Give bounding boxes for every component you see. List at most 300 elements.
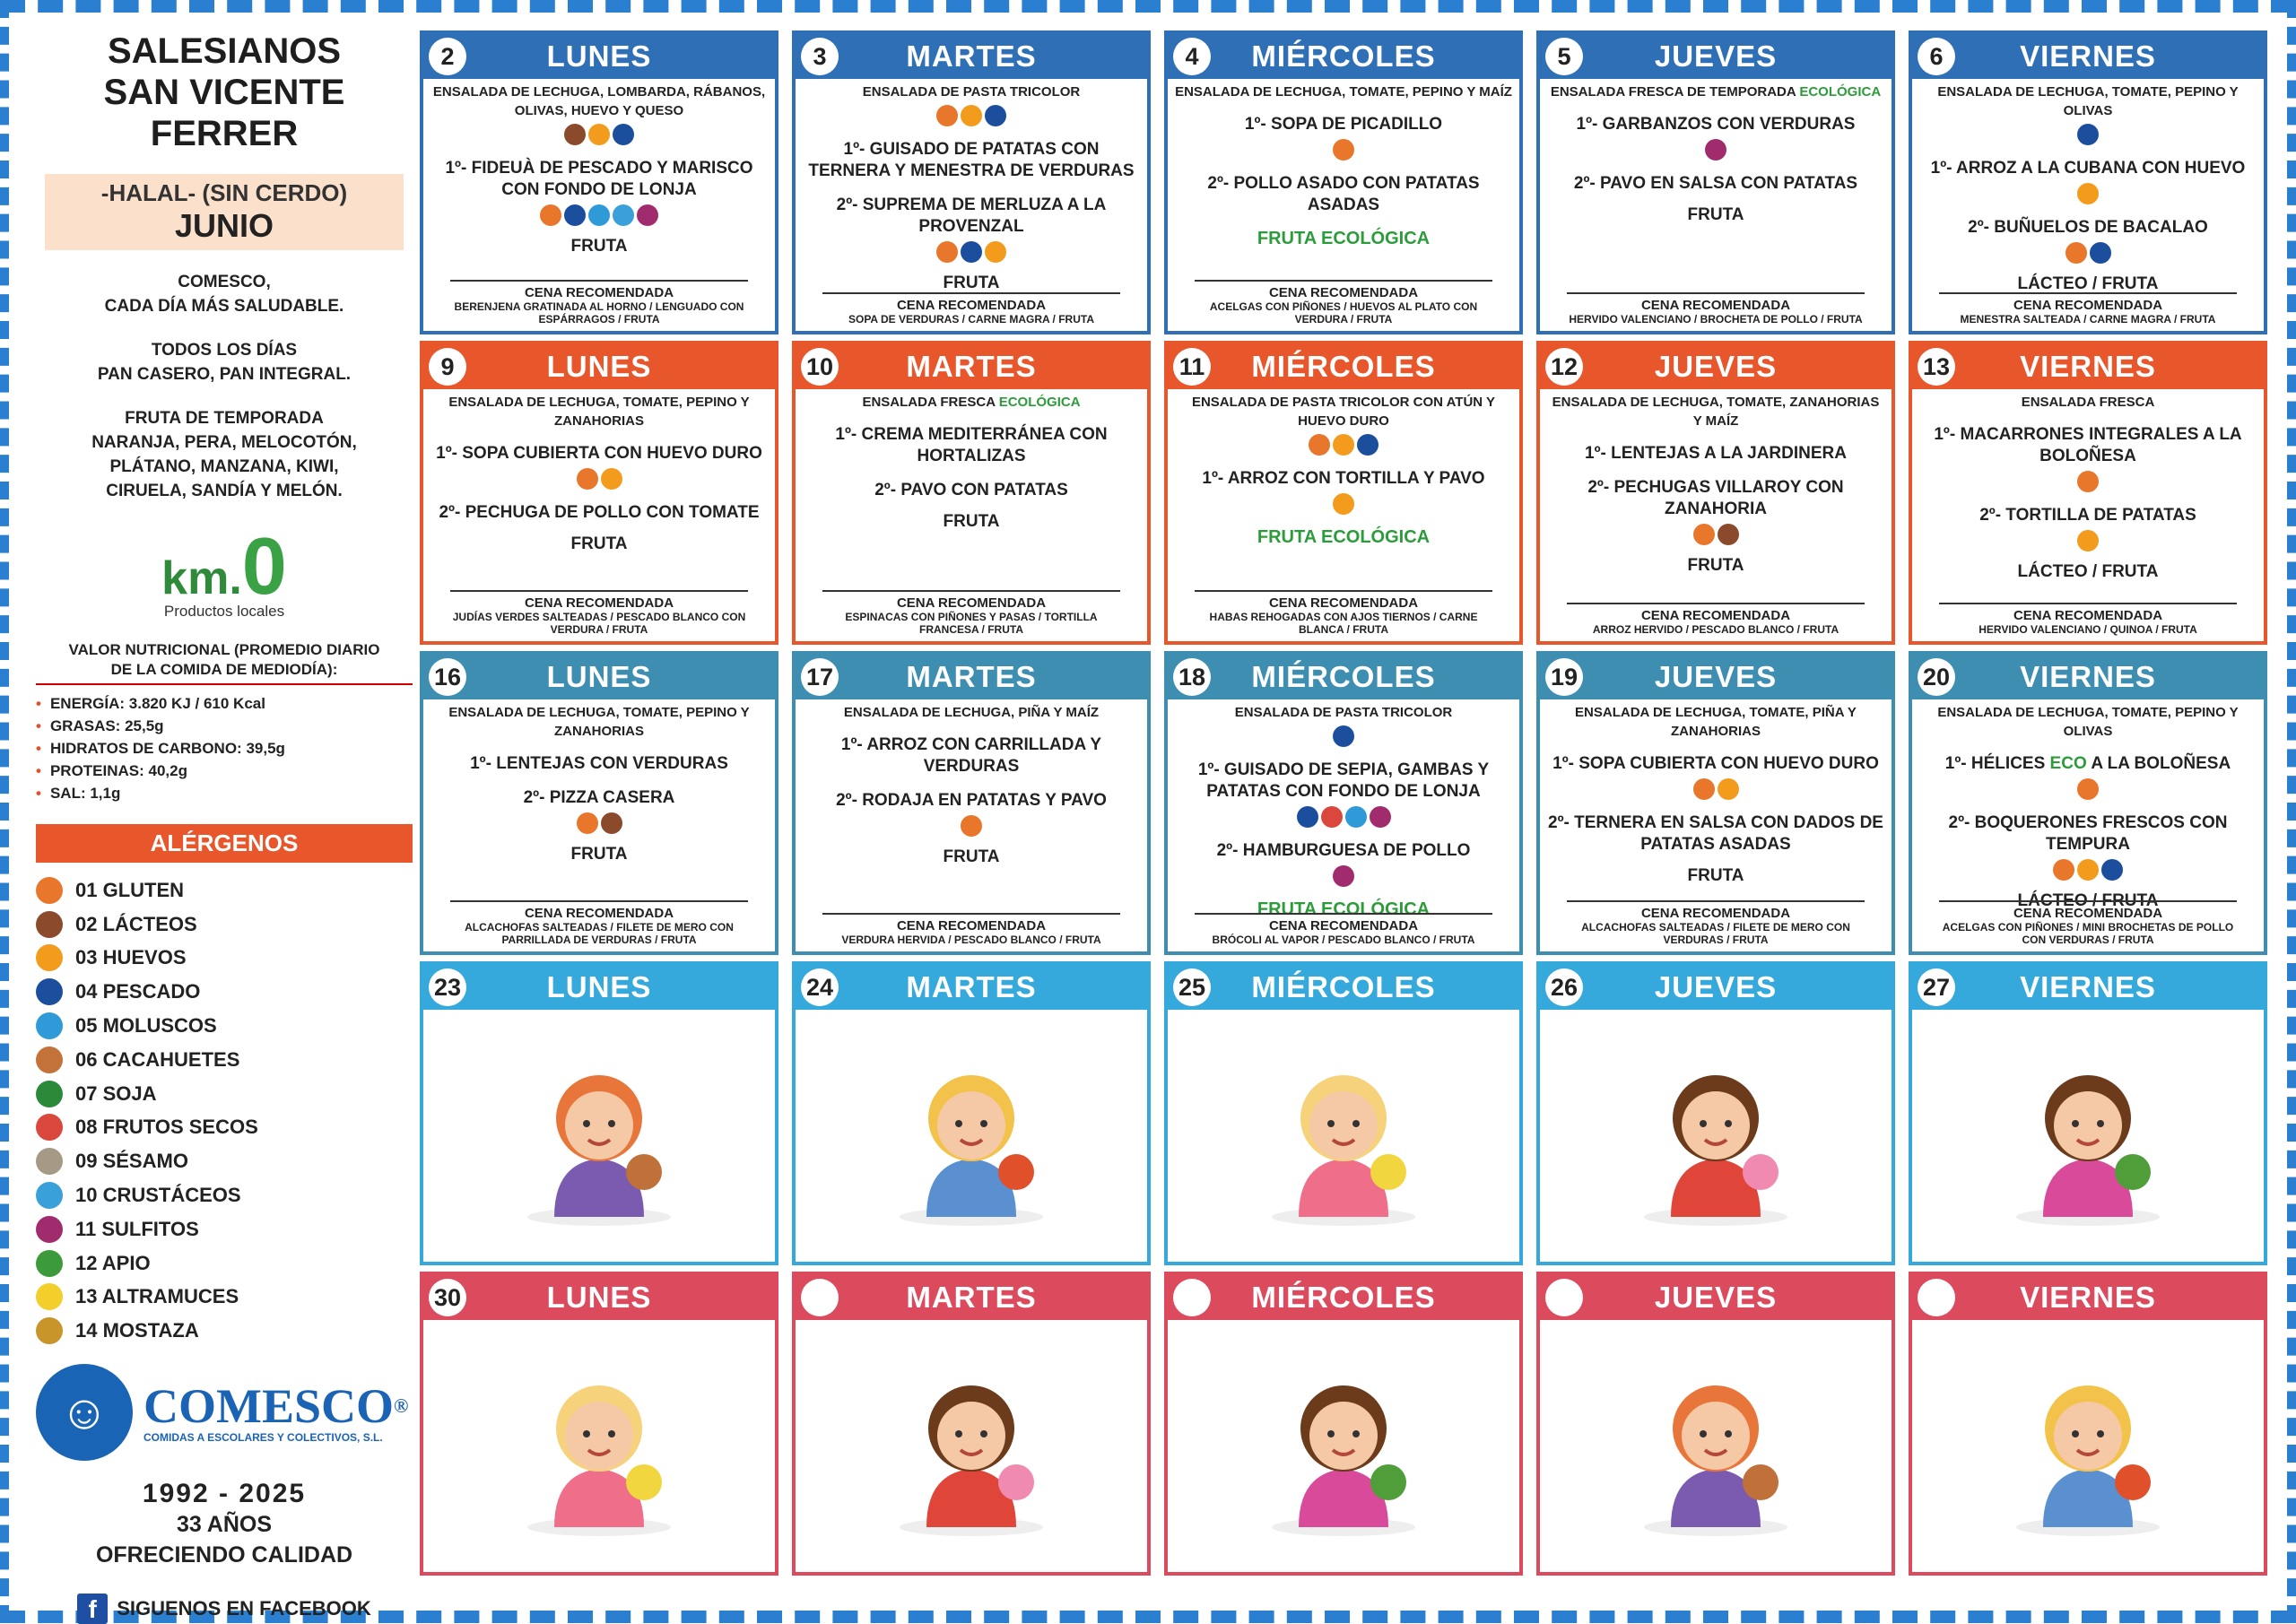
allergen-icon [2077, 530, 2099, 551]
menu-body [1912, 389, 2264, 582]
day-number [1918, 1279, 1955, 1316]
day-number [1173, 1279, 1211, 1316]
peanut-icon [36, 1046, 63, 1073]
day-number: 13 [1918, 348, 1955, 386]
allergen-icon [961, 815, 982, 837]
allergen-label: 05 MOLUSCOS [75, 1014, 217, 1038]
dinner-title: CENA RECOMENDADA [1268, 918, 1419, 934]
dinner-title: CENA RECOMENDADA [524, 285, 674, 300]
menu-day-card [792, 341, 1151, 645]
menu-day-card [1164, 30, 1523, 334]
illustration-day-card [420, 961, 778, 1265]
dinner-title: CENA RECOMENDADA [2013, 608, 2163, 623]
allergen-icon [961, 241, 982, 263]
starter-text: ENSALADA DE LECHUGA, TOMATE, PEPINO Y ZANAHORIAS [448, 395, 750, 429]
allergen-icons [1175, 139, 1512, 161]
dessert: FRUTA [570, 237, 628, 256]
second-course: 2º- BUÑUELOS DE BACALAO [1968, 218, 2208, 237]
day-number: 5 [1545, 38, 1583, 75]
allergen-icon [2090, 242, 2111, 264]
first-course: 1º- LENTEJAS CON VERDURAS [470, 754, 728, 773]
starter-dish [430, 393, 768, 430]
allergen-icons [1175, 434, 1512, 456]
menu-day-card [1164, 651, 1523, 955]
illustration [1168, 1010, 1519, 1262]
first-course: 1º- MACARRONES INTEGRALES A LA BOLOÑESA [1934, 425, 2242, 465]
illustration [423, 1320, 775, 1572]
day-number: 16 [429, 658, 466, 696]
nutrition-item: • HIDRATOS DE CARBONO: 39,5g [36, 737, 413, 760]
dinner-title: CENA RECOMENDADA [2013, 298, 2163, 313]
allergen-item [36, 1212, 413, 1246]
eco-label: ECOLÓGICA [1799, 84, 1882, 100]
dessert: FRUTA [570, 845, 628, 864]
wheat-icon [36, 877, 63, 904]
second-course: 2º- BOQUERONES FRESCOS CON TEMPURA [1948, 813, 2228, 854]
illustration-day-card [792, 961, 1151, 1265]
starter-dish [1919, 703, 2257, 741]
day-header [1912, 655, 2264, 699]
allergen-icon [637, 204, 658, 226]
eco-dessert: FRUTA ECOLÓGICA [1257, 527, 1431, 547]
menu-body [423, 699, 775, 864]
allergen-icons [803, 241, 1140, 263]
illustration [796, 1010, 1147, 1262]
dinner-title: CENA RECOMENDADA [1640, 608, 1791, 623]
second-course: 2º- PIZZA CASERA [523, 788, 675, 807]
allergen-icons [430, 124, 768, 145]
dinner-title: CENA RECOMENDADA [2013, 906, 2163, 921]
starter-text: ENSALADA DE LECHUGA, TOMATE, PIÑA Y ZANAHORIAS [1575, 705, 1857, 739]
dessert: FRUTA [943, 847, 1000, 866]
illustration [1912, 1320, 2264, 1572]
allergen-icon [601, 812, 622, 834]
dinner-title: CENA RECOMENDADA [524, 906, 674, 921]
illustration-day-card [1909, 1272, 2267, 1576]
allergen-icon [2077, 124, 2099, 145]
allergen-icon [1345, 806, 1367, 828]
dessert: LÁCTEO / FRUTA [2017, 562, 2159, 581]
recommended-dinner [1567, 603, 1865, 636]
starter-text: ENSALADA DE LECHUGA, PIÑA Y MAÍZ [843, 705, 1100, 720]
allergen-icons [803, 105, 1140, 126]
starter-dish [1919, 393, 2257, 412]
dinner-text: SOPA DE VERDURAS / CARNE MAGRA / FRUTA [848, 313, 1094, 326]
first-course: 1º- SOPA DE PICADILLO [1244, 115, 1443, 134]
illustration [1168, 1320, 1519, 1572]
girl-radish-illustration [873, 1348, 1070, 1545]
starter-text: ENSALADA DE LECHUGA, TOMATE, PEPINO Y OLIVAS [1937, 705, 2239, 739]
first-course: 1º- HÉLICES ECO A LA BOLOÑESA [1944, 754, 2231, 773]
allergen-icon [1309, 434, 1330, 456]
dinner-text: ARROZ HERVIDO / PESCADO BLANCO / FRUTA [1592, 623, 1839, 636]
girl-pear-illustration [1245, 1038, 1442, 1235]
allergen-icon [1718, 778, 1739, 800]
nut-icon [36, 1114, 63, 1141]
day-name: LUNES [546, 970, 652, 1003]
facebook-link[interactable]: f SIGUENOS EN FACEBOOK [36, 1594, 413, 1624]
years: 1992 - 2025 [142, 1479, 307, 1509]
menu-day-card [420, 30, 778, 334]
recommended-dinner [822, 292, 1120, 326]
recommended-dinner [1195, 913, 1492, 946]
boy-skewer-illustration [873, 1038, 1070, 1235]
mustard-icon [36, 1317, 63, 1344]
starter-dish [1547, 703, 1884, 741]
nutrition-item: • GRASAS: 25,5g [36, 715, 413, 737]
menu-day-card [1536, 341, 1895, 645]
facebook-icon: f [77, 1594, 108, 1624]
second-course: 2º- HAMBURGUESA DE POLLO [1216, 841, 1471, 860]
allergen-icon [2077, 859, 2099, 881]
illustration [796, 1320, 1147, 1572]
menu-body [1168, 79, 1519, 249]
menu-day-card [1536, 30, 1895, 334]
day-header [796, 655, 1147, 699]
day-name: JUEVES [1654, 350, 1778, 383]
dinner-title: CENA RECOMENDADA [1640, 298, 1791, 313]
dessert: LÁCTEO / FRUTA [2017, 891, 2159, 910]
second-course: 2º- TERNERA EN SALSA CON DADOS DE PATATAS ASADAS [1548, 813, 1883, 854]
allergen-item [36, 1144, 413, 1178]
allergen-icon [588, 204, 610, 226]
first-course: 1º- ARROZ A LA CUBANA CON HUEVO [1930, 159, 2246, 178]
second-course: 2º- PECHUGA DE POLLO CON TOMATE [439, 503, 760, 522]
allergen-icon [2066, 242, 2087, 264]
allergen-icons [803, 815, 1140, 837]
recommended-dinner [450, 280, 748, 326]
day-name: LUNES [546, 350, 652, 383]
dinner-text: ACELGAS CON PIÑONES / HUEVOS AL PLATO CON VERDURA / FRUTA [1209, 300, 1478, 326]
day-name: JUEVES [1654, 39, 1778, 73]
shell-icon [36, 1012, 63, 1039]
day-name: MIÉRCOLES [1251, 970, 1436, 1003]
illustration [1912, 1010, 2264, 1262]
recommended-dinner [450, 900, 748, 946]
illustration-day-card [1536, 1272, 1895, 1576]
eco-label: ECO [2049, 754, 2087, 773]
menu-day-card [1909, 651, 2267, 955]
starter-dish [430, 703, 768, 741]
starter-text: ENSALADA DE LECHUGA, TOMATE, PEPINO Y OLIVAS [1937, 84, 2239, 118]
allergen-icons [1919, 859, 2257, 881]
day-number: 17 [801, 658, 839, 696]
allergen-icon [2053, 859, 2074, 881]
illustration-day-card [1164, 1272, 1523, 1576]
dinner-text: MENESTRA SALTEADA / CARNE MAGRA / FRUTA [1960, 313, 2216, 326]
month-label: JUNIO [174, 207, 274, 244]
allergens-list [36, 873, 413, 1348]
allergen-icon [936, 241, 958, 263]
allergen-icon [961, 105, 982, 126]
allergen-item [36, 1111, 413, 1145]
dessert: FRUTA [943, 274, 1000, 292]
allergen-icons [1175, 493, 1512, 515]
day-header [1168, 1275, 1519, 1320]
illustration-day-card [1536, 961, 1895, 1265]
boy-corn-illustration [1617, 1348, 1814, 1545]
km0-logo: km.0 Productos locales [161, 522, 287, 620]
eco-dessert: FRUTA ECOLÓGICA [1257, 229, 1431, 248]
day-number: 9 [429, 348, 466, 386]
second-course: 2º- PAVO EN SALSA CON PATATAS [1573, 174, 1858, 193]
starter-dish [1175, 83, 1512, 101]
allergen-icon [540, 204, 561, 226]
second-course: 2º- POLLO ASADO CON PATATAS ASADAS [1207, 174, 1480, 214]
recommended-dinner [1567, 292, 1865, 326]
starter-text: ENSALADA DE PASTA TRICOLOR [1234, 705, 1453, 720]
day-header [1168, 34, 1519, 79]
day-number: 12 [1545, 348, 1583, 386]
day-number: 20 [1918, 658, 1955, 696]
allergen-icon [1333, 725, 1354, 747]
allergen-label: 12 APIO [75, 1251, 151, 1274]
day-header [423, 1275, 775, 1320]
day-name: LUNES [546, 1281, 652, 1314]
day-name: MARTES [906, 660, 1037, 693]
recommended-dinner [450, 590, 748, 636]
illustration-day-card [1909, 961, 2267, 1265]
first-course: 1º- SOPA CUBIERTA CON HUEVO DURO [436, 444, 762, 463]
dinner-text: ACELGAS CON PIÑONES / MINI BROCHETAS DE POLLO CON VERDURAS / FRUTA [1942, 921, 2234, 946]
allergen-icon [1370, 806, 1391, 828]
allergen-icons [430, 812, 768, 834]
bread-note: TODOS LOS DÍAS PAN CASERO, PAN INTEGRAL. [97, 341, 352, 384]
day-name: LUNES [546, 39, 652, 73]
day-number: 27 [1918, 968, 1955, 1006]
starter-text: ENSALADA DE PASTA TRICOLOR [862, 84, 1081, 100]
day-header [423, 965, 775, 1010]
day-number: 11 [1173, 348, 1211, 386]
allergen-icon [1333, 865, 1354, 887]
allergen-icon [1297, 806, 1318, 828]
illustration-day-card [792, 1272, 1151, 1576]
day-header [423, 34, 775, 79]
allergen-icon [1693, 778, 1715, 800]
allergen-label: 10 CRUSTÁCEOS [75, 1184, 241, 1207]
girl-salad-illustration [1245, 1348, 1442, 1545]
day-header [423, 344, 775, 389]
day-name: MARTES [906, 39, 1037, 73]
first-course: 1º- GUISADO DE PATATAS CON TERNERA Y MENESTRA DE VERDURAS [808, 140, 1135, 180]
recommended-dinner [1195, 280, 1492, 326]
allergen-icon [936, 105, 958, 126]
dinner-text: BRÓCOLI AL VAPOR / PESCADO BLANCO / FRUTA [1212, 934, 1475, 946]
egg-icon [36, 944, 63, 971]
day-name: VIERNES [2020, 39, 2156, 73]
celery-icon [36, 1250, 63, 1277]
allergen-icon [1321, 806, 1343, 828]
allergen-item [36, 1009, 413, 1043]
day-number: 23 [429, 968, 466, 1006]
allergen-icons [1547, 778, 1884, 800]
recommended-dinner [1567, 900, 1865, 946]
illustration-day-card [1164, 961, 1523, 1265]
dessert: FRUTA [1687, 205, 1744, 224]
allergen-icons [1175, 725, 1512, 747]
day-number: 24 [801, 968, 839, 1006]
allergen-icon [588, 124, 610, 145]
day-number: 6 [1918, 38, 1955, 75]
day-number: 19 [1545, 658, 1583, 696]
allergen-item [36, 1246, 413, 1281]
starter-dish [1547, 393, 1884, 430]
menu-calendar [420, 30, 2283, 1594]
menu-body [796, 79, 1147, 293]
eco-label: ECOLÓGICA [998, 395, 1081, 410]
allergen-icon [2077, 183, 2099, 204]
allergen-item [36, 1314, 413, 1348]
nutrition-item: • PROTEINAS: 40,2g [36, 760, 413, 782]
dessert: FRUTA [943, 512, 1000, 531]
fruit-note: FRUTA DE TEMPORADA NARANJA, PERA, MELOCOTÓN, PLÁTANO, MANZANA, KIWI, CIRUELA, SANDÍA Y MELÓN. [91, 409, 357, 500]
day-name: MIÉRCOLES [1251, 1281, 1436, 1314]
dinner-title: CENA RECOMENDADA [1640, 906, 1791, 921]
starter-text: ENSALADA FRESCA [2021, 395, 2155, 410]
menu-body [423, 79, 775, 256]
lupin-icon [36, 1283, 63, 1310]
day-header [1168, 965, 1519, 1010]
recommended-dinner [1939, 603, 2237, 636]
starter-dish [803, 393, 1140, 412]
allergen-icon [1693, 524, 1715, 545]
allergen-icons [1919, 124, 2257, 145]
chef-icon: ☺ [36, 1364, 133, 1461]
nutrition-info [36, 640, 413, 804]
dinner-title: CENA RECOMENDADA [896, 595, 1047, 611]
day-name: MIÉRCOLES [1251, 660, 1436, 693]
recommended-dinner [1939, 292, 2237, 326]
allergen-item [36, 1281, 413, 1315]
menu-body [1168, 389, 1519, 548]
recommended-dinner [1939, 900, 2237, 946]
sulfite-icon [36, 1216, 63, 1243]
day-name: MARTES [906, 1281, 1037, 1314]
fish-icon [36, 978, 63, 1005]
allergen-icon [564, 204, 586, 226]
allergen-icons [430, 204, 768, 226]
dinner-text: ALCACHOFAS SALTEADAS / FILETE DE MERO CON PARRILLADA DE VERDURAS / FRUTA [465, 921, 734, 946]
recommended-dinner [1195, 590, 1492, 636]
day-header [796, 344, 1147, 389]
day-header [1912, 1275, 2264, 1320]
second-course: 2º- RODAJA EN PATATAS Y PAVO [836, 791, 1107, 810]
day-number: 3 [801, 38, 839, 75]
day-header [796, 965, 1147, 1010]
starter-text: ENSALADA FRESCA [862, 395, 996, 410]
allergen-label: 06 CACAHUETES [75, 1047, 240, 1071]
dessert: FRUTA [1687, 556, 1744, 575]
day-name: MARTES [906, 970, 1037, 1003]
allergen-label: 09 SÉSAMO [75, 1150, 188, 1173]
years-note: 33 AÑOS OFRECIENDO CALIDAD [95, 1512, 353, 1568]
first-course: 1º- GARBANZOS CON VERDURAS [1576, 115, 1856, 134]
day-header [1168, 655, 1519, 699]
allergen-icons [1919, 471, 2257, 492]
first-course: 1º- GUISADO DE SEPIA, GAMBAS Y PATATAS CON FONDO DE LONJA [1197, 760, 1490, 801]
starter-dish [803, 703, 1140, 722]
allergen-icon [1705, 139, 1726, 161]
day-number: 2 [429, 38, 466, 75]
allergen-label: 04 PESCADO [75, 980, 201, 1003]
girl-broccoli-illustration [1989, 1038, 2187, 1235]
allergen-icon [564, 124, 586, 145]
day-name: JUEVES [1654, 970, 1778, 1003]
dessert: FRUTA [570, 534, 628, 553]
starter-text: ENSALADA DE LECHUGA, TOMATE, PEPINO Y ZANAHORIAS [448, 705, 750, 739]
sidebar [36, 27, 413, 1624]
allergen-item [36, 1077, 413, 1111]
day-name: LUNES [546, 660, 652, 693]
day-name: MARTES [906, 350, 1037, 383]
comesco-logo: ☺ COMESCO® COMIDAS A ESCOLARES Y COLECTIVOS, S.L. [36, 1364, 413, 1461]
menu-body [1168, 699, 1519, 920]
day-name: VIERNES [2020, 970, 2156, 1003]
dinner-text: JUDÍAS VERDES SALTEADAS / PESCADO BLANCO CON VERDURA / FRUTA [452, 611, 746, 636]
illustration [423, 1010, 775, 1262]
day-header [1540, 34, 1892, 79]
day-name: VIERNES [2020, 660, 2156, 693]
dinner-text: HERVIDO VALENCIANO / QUINOA / FRUTA [1979, 623, 2197, 636]
dinner-text: ESPINACAS CON PIÑONES Y PASAS / TORTILLA FRANCESA / FRUTA [845, 611, 1098, 636]
illustration-day-card [420, 1272, 778, 1576]
day-header [1540, 1275, 1892, 1320]
day-header [1540, 344, 1892, 389]
day-name: MIÉRCOLES [1251, 39, 1436, 73]
day-name: VIERNES [2020, 1281, 2156, 1314]
menu-day-card [1164, 341, 1523, 645]
boy-cake-illustration [1617, 1038, 1814, 1235]
dinner-title: CENA RECOMENDADA [896, 298, 1047, 313]
day-number [1545, 1279, 1583, 1316]
allergen-label: 03 HUEVOS [75, 946, 187, 969]
starter-text: ENSALADA DE PASTA TRICOLOR CON ATÚN Y HUEVO DURO [1191, 395, 1496, 429]
nutrition-item: • SAL: 1,1g [36, 782, 413, 804]
menu-body [1540, 79, 1892, 225]
menu-day-card [420, 651, 778, 955]
starter-dish [1175, 393, 1512, 430]
slogan: COMESCO, CADA DÍA MÁS SALUDABLE. [104, 273, 344, 316]
allergen-icons [1919, 530, 2257, 551]
first-course: 1º- FIDEUÀ DE PESCADO Y MARISCO CON FONDO DE LONJA [445, 159, 753, 199]
menu-day-card [1909, 30, 2267, 334]
day-header [1540, 965, 1892, 1010]
recommended-dinner [822, 913, 1120, 946]
eco-dessert: FRUTA ECOLÓGICA [1257, 899, 1431, 919]
allergen-item [36, 1043, 413, 1077]
dinner-title: CENA RECOMENDADA [1268, 285, 1419, 300]
day-number: 10 [801, 348, 839, 386]
first-course: 1º- ARROZ CON CARRILLADA Y VERDURAS [840, 735, 1102, 776]
girl-chicken-illustration [500, 1348, 698, 1545]
allergen-icon [2077, 778, 2099, 800]
second-course: 2º- PAVO CON PATATAS [874, 481, 1068, 499]
sesame-icon [36, 1148, 63, 1175]
menu-body [1912, 699, 2264, 911]
nutrition-item: • ENERGÍA: 3.820 KJ / 610 Kcal [36, 692, 413, 715]
starter-text: ENSALADA DE LECHUGA, LOMBARDA, RÁBANOS, OLIVAS, HUEVO Y QUESO [432, 84, 766, 118]
crab-icon [36, 1182, 63, 1209]
allergen-icon [601, 468, 622, 490]
illustration [1540, 1010, 1892, 1262]
dinner-title: CENA RECOMENDADA [1268, 595, 1419, 611]
day-header [1912, 344, 2264, 389]
starter-text: ENSALADA DE LECHUGA, TOMATE, PEPINO Y MAÍZ [1175, 84, 1512, 100]
dessert: LÁCTEO / FRUTA [2017, 274, 2159, 293]
first-course: 1º- ARROZ CON TORTILLA Y PAVO [1202, 469, 1485, 488]
allergen-icon [1333, 139, 1354, 161]
starter-dish [803, 83, 1140, 101]
